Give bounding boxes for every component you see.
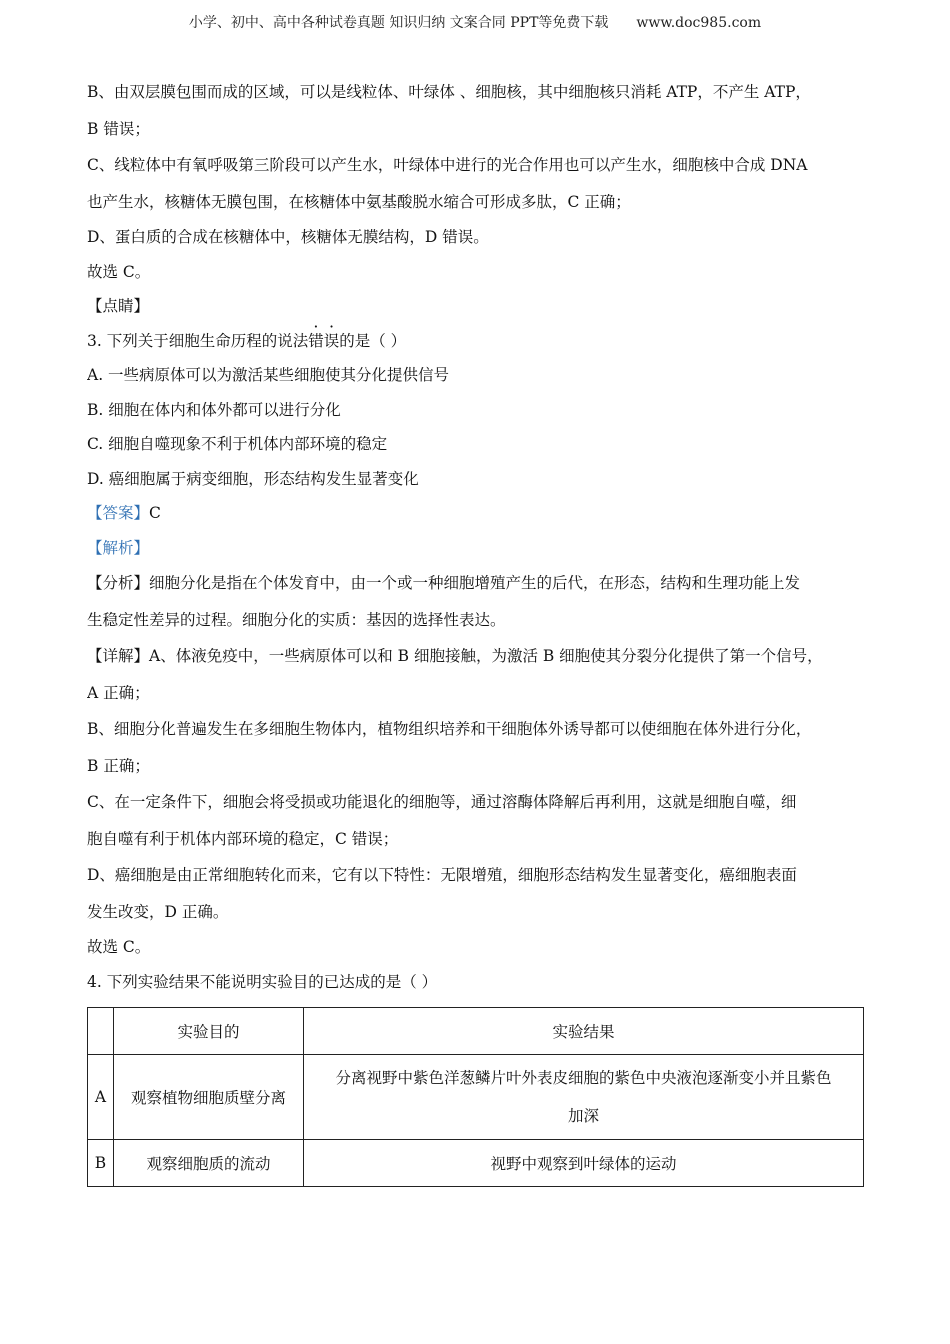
analysis-label: 【解析】 bbox=[87, 538, 150, 557]
row-label: A bbox=[88, 1055, 114, 1140]
option-d: D. 癌细胞属于病变细胞，形态结构发生显著变化 bbox=[87, 469, 419, 488]
row-result bbox=[304, 1055, 864, 1140]
option-a: A. 一些病原体可以为激活某些细胞使其分化提供信号 bbox=[87, 366, 450, 384]
explain-line: A 正确； bbox=[87, 683, 150, 702]
table-row bbox=[88, 1055, 864, 1140]
table-header-row bbox=[88, 1008, 864, 1055]
header-text: 小学、初中、高中各种试卷真题 知识归纳 文案合同 PPT等免费下载 bbox=[188, 15, 609, 31]
answer-line bbox=[87, 496, 863, 531]
table-header-result: 实验结果 bbox=[304, 1008, 864, 1055]
experiment-table bbox=[87, 1007, 864, 1187]
result-line: 加深 bbox=[567, 1107, 599, 1125]
row-label: B bbox=[88, 1140, 114, 1187]
explain-line: 生稳定性差异的过程。细胞分化的实质：基因的选择性表达。 bbox=[87, 610, 506, 629]
main-content bbox=[87, 74, 863, 999]
emphasis-char: 误 bbox=[323, 331, 340, 350]
text-line: D、蛋白质的合成在核糖体中，核糖体无膜结构，D 错误。 bbox=[87, 228, 489, 246]
row-result: 视野中观察到叶绿体的运动 bbox=[304, 1140, 864, 1187]
table-cell bbox=[88, 1008, 114, 1055]
text-line: 也产生水，核糖体无膜包围，在核糖体中氨基酸脱水缩合可形成多肽，C 正确； bbox=[87, 192, 631, 211]
option-b: B. 细胞在体内和体外都可以进行分化 bbox=[87, 400, 341, 419]
explain-line: D、癌细胞是由正常细胞转化而来，它有以下特性：无限增殖，细胞形态结构发生显著变化，癌细胞表面 bbox=[87, 866, 797, 884]
row-purpose: 观察细胞质的流动 bbox=[114, 1140, 304, 1187]
explain-line: 故选 C。 bbox=[87, 938, 151, 956]
answer-label: 【答案】 bbox=[87, 504, 150, 522]
option-c: C. 细胞自噬现象不利于机体内部环境的稳定 bbox=[87, 435, 388, 453]
dianjing-label: 【点睛】 bbox=[87, 297, 150, 315]
row-purpose: 观察植物细胞质壁分离 bbox=[114, 1055, 304, 1140]
result-line: 分离视野中紫色洋葱鳞片叶外表皮细胞的紫色中央液泡逐渐变小并且紫色 bbox=[335, 1069, 832, 1087]
table-row bbox=[88, 1140, 864, 1187]
explain-line: B、细胞分化普遍发生在多细胞生物体内，植物组织培养和干细胞体外诱导都可以使细胞在体外进行分化， bbox=[87, 720, 812, 738]
question-4-stem: 4. 下列实验结果不能说明实验目的已达成的是（ ） bbox=[87, 972, 438, 991]
table-header-purpose: 实验目的 bbox=[114, 1008, 304, 1055]
header-url[interactable]: www.doc985.com bbox=[636, 15, 762, 31]
answer-value: C bbox=[149, 504, 161, 522]
text-line: B 错误； bbox=[87, 119, 150, 138]
explain-line: B 正确； bbox=[87, 756, 150, 775]
page-header bbox=[0, 12, 950, 32]
explain-line: 发生改变，D 正确。 bbox=[87, 902, 229, 921]
explain-line: 胞自噬有利于机体内部环境的稳定，C 错误； bbox=[87, 829, 399, 848]
text-line: 故选 C。 bbox=[87, 262, 151, 281]
explain-line: 【分析】细胞分化是指在个体发育中，由一个或一种细胞增殖产生的后代，在形态，结构和生理功能上发 bbox=[87, 574, 801, 592]
emphasis-char: 错 bbox=[308, 331, 324, 350]
explain-line: 【详解】A、体液免疫中，一些病原体可以和 B 细胞接触，为激活 B 细胞使其分裂分化提供了第一个信号， bbox=[87, 647, 823, 665]
question-3-stem: 3. 下列关于细胞生命历程的说法错误的是（ ） bbox=[87, 331, 407, 350]
text-line: B、由双层膜包围而成的区域，可以是线粒体、叶绿体 、细胞核，其中细胞核只消耗 ATP，不产生 ATP， bbox=[87, 83, 811, 101]
explain-line: C、在一定条件下，细胞会将受损或功能退化的细胞等，通过溶酶体降解后再利用，这就是细胞自噬，细 bbox=[87, 793, 797, 811]
text-line: C、线粒体中有氧呼吸第三阶段可以产生水，叶绿体中进行的光合作用也可以产生水，细胞核中合成 DNA bbox=[87, 156, 808, 174]
